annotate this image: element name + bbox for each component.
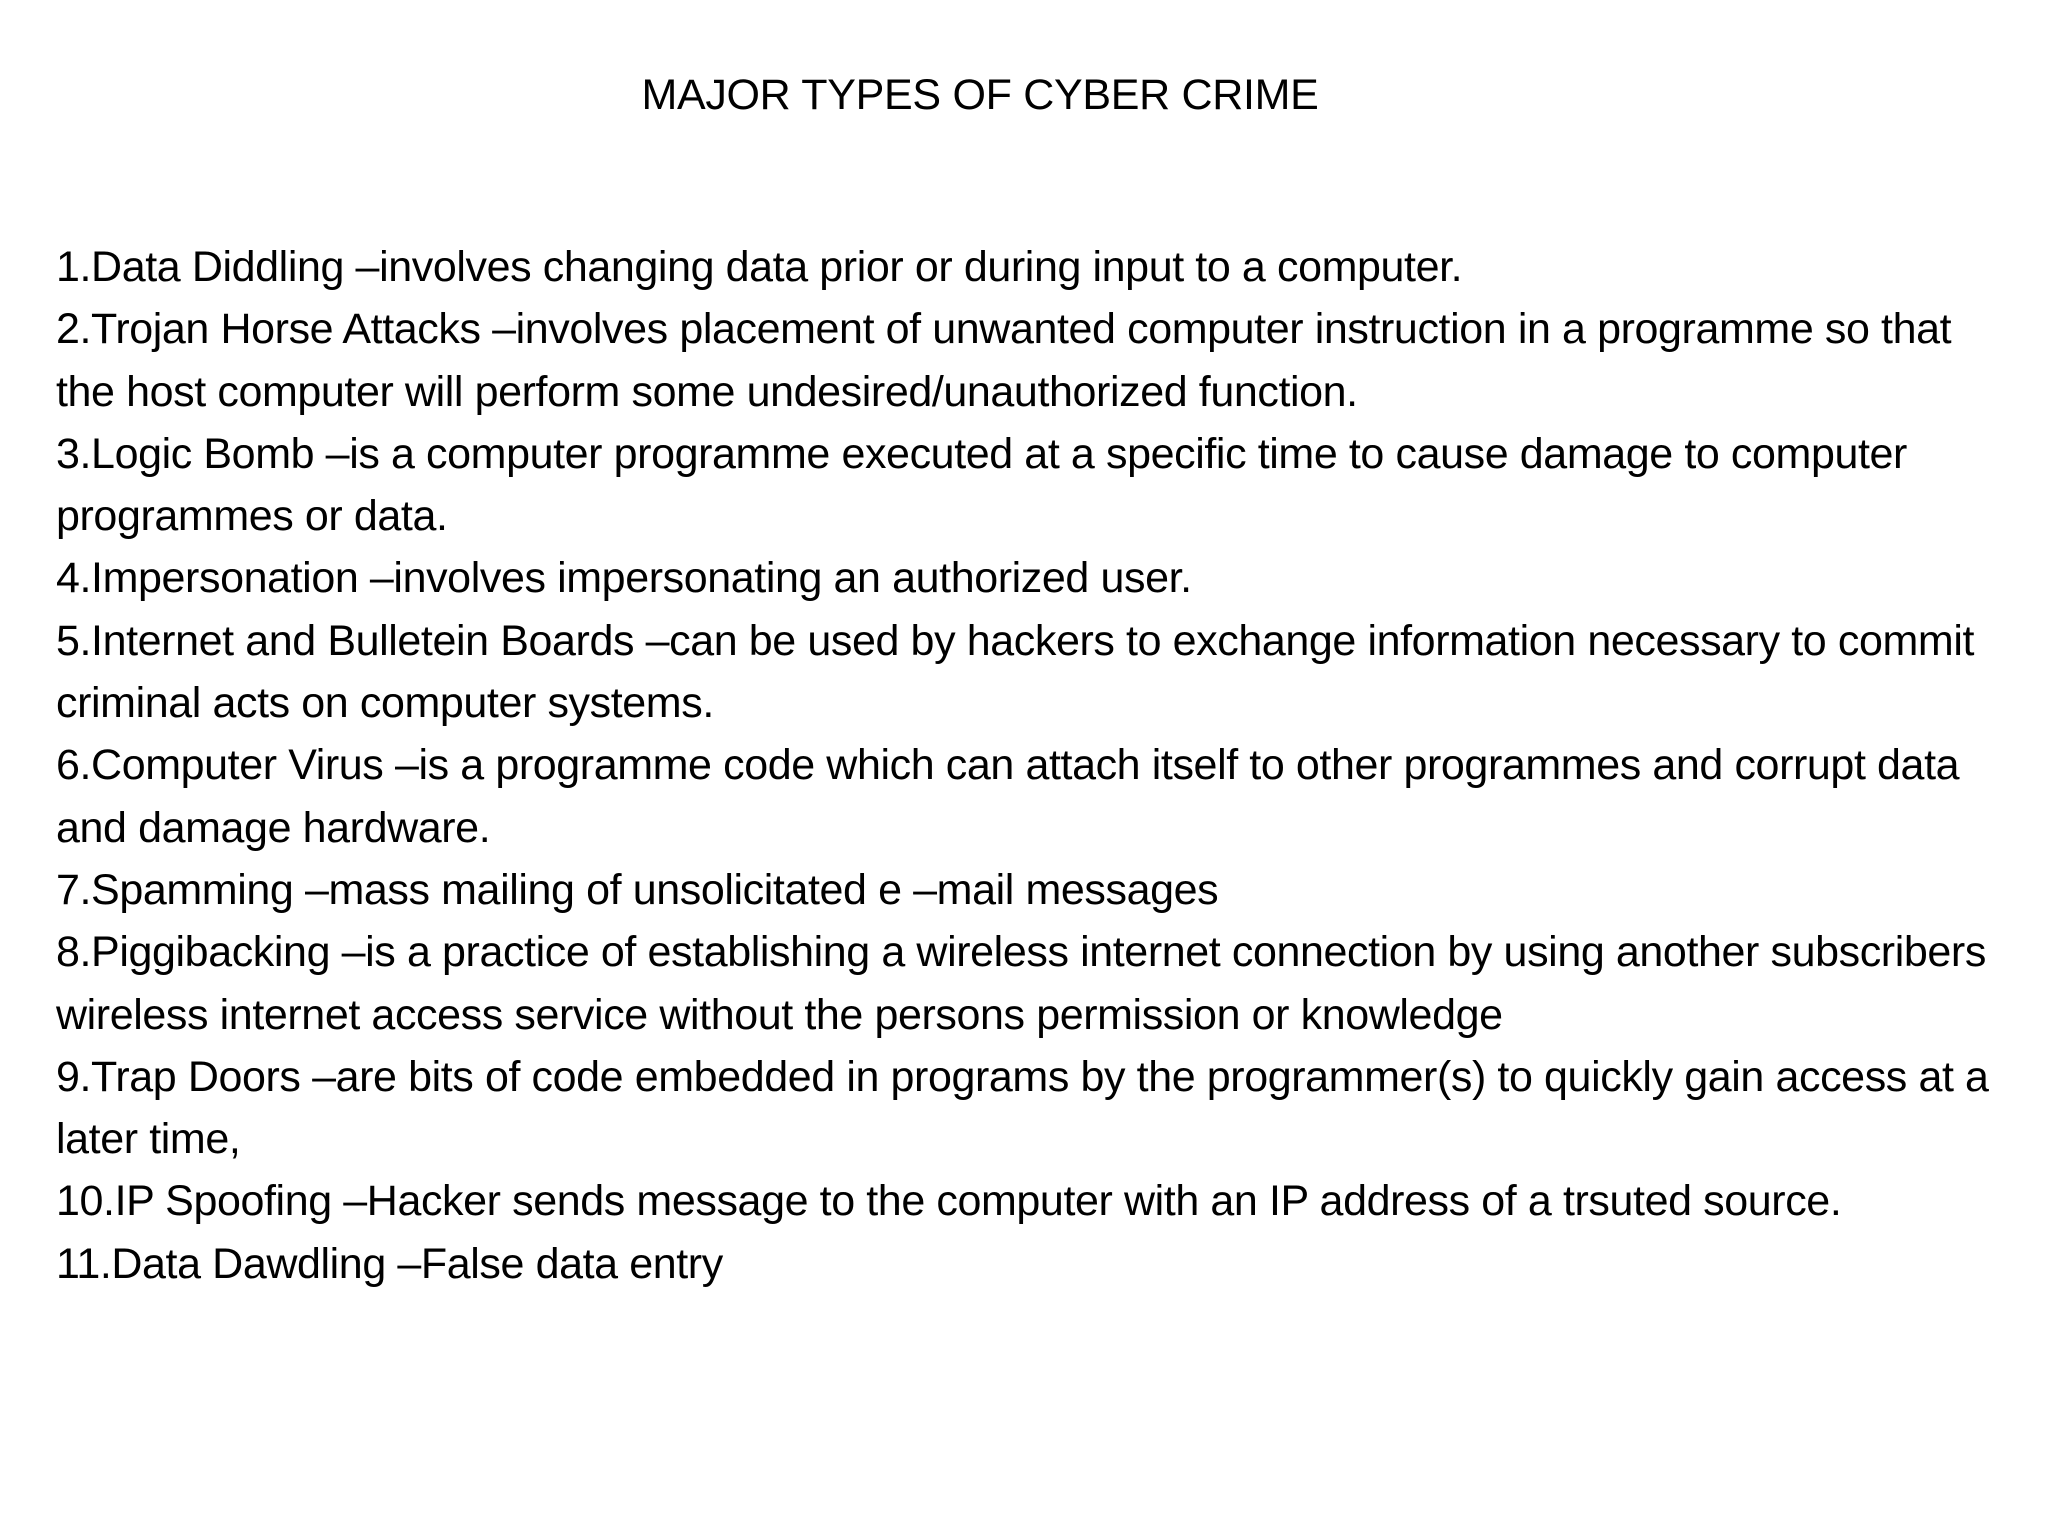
cyber-crime-list: [56, 236, 1996, 1295]
list-item: 9.Trap Doors –are bits of code embedded in programs by the programmer(s) to quickly gain access at a later time,: [56, 1052, 1989, 1164]
slide-title: MAJOR TYPES OF CYBER CRIME: [641, 71, 1319, 119]
list-item: 5.Internet and Bulletein Boards –can be used by hackers to exchange information necessary to commit criminal acts on computer systems.: [56, 616, 1975, 728]
list-item: 8.Piggibacking –is a practice of establishing a wireless internet connection by using another subscribers wireless internet access service without the persons permission or knowledge: [56, 928, 1986, 1039]
list-item: 4.Impersonation –involves impersonating an authorized user.: [56, 554, 1192, 603]
list-item: 10.IP Spoofing –Hacker sends message to the computer with an IP address of a trsuted source.: [56, 1177, 1842, 1226]
list-item: 2.Trojan Horse Attacks –involves placement of unwanted computer instruction in a programme so that the host computer will perform some undesired/unauthorized function.: [56, 305, 1952, 416]
list-item: 11.Data Dawdling –False data entry: [56, 1239, 723, 1288]
list-item: 1.Data Diddling –involves changing data prior or during input to a computer.: [56, 243, 1463, 291]
list-item: 7.Spamming –mass mailing of unsolicitated e –mail messages: [56, 865, 1219, 914]
list-item: 3.Logic Bomb –is a computer programme executed at a specific time to cause damage to computer programmes or data.: [56, 429, 1907, 541]
list-item: 6.Computer Virus –is a programme code which can attach itself to other programmes and corrupt data and damage hardware.: [56, 741, 1960, 852]
